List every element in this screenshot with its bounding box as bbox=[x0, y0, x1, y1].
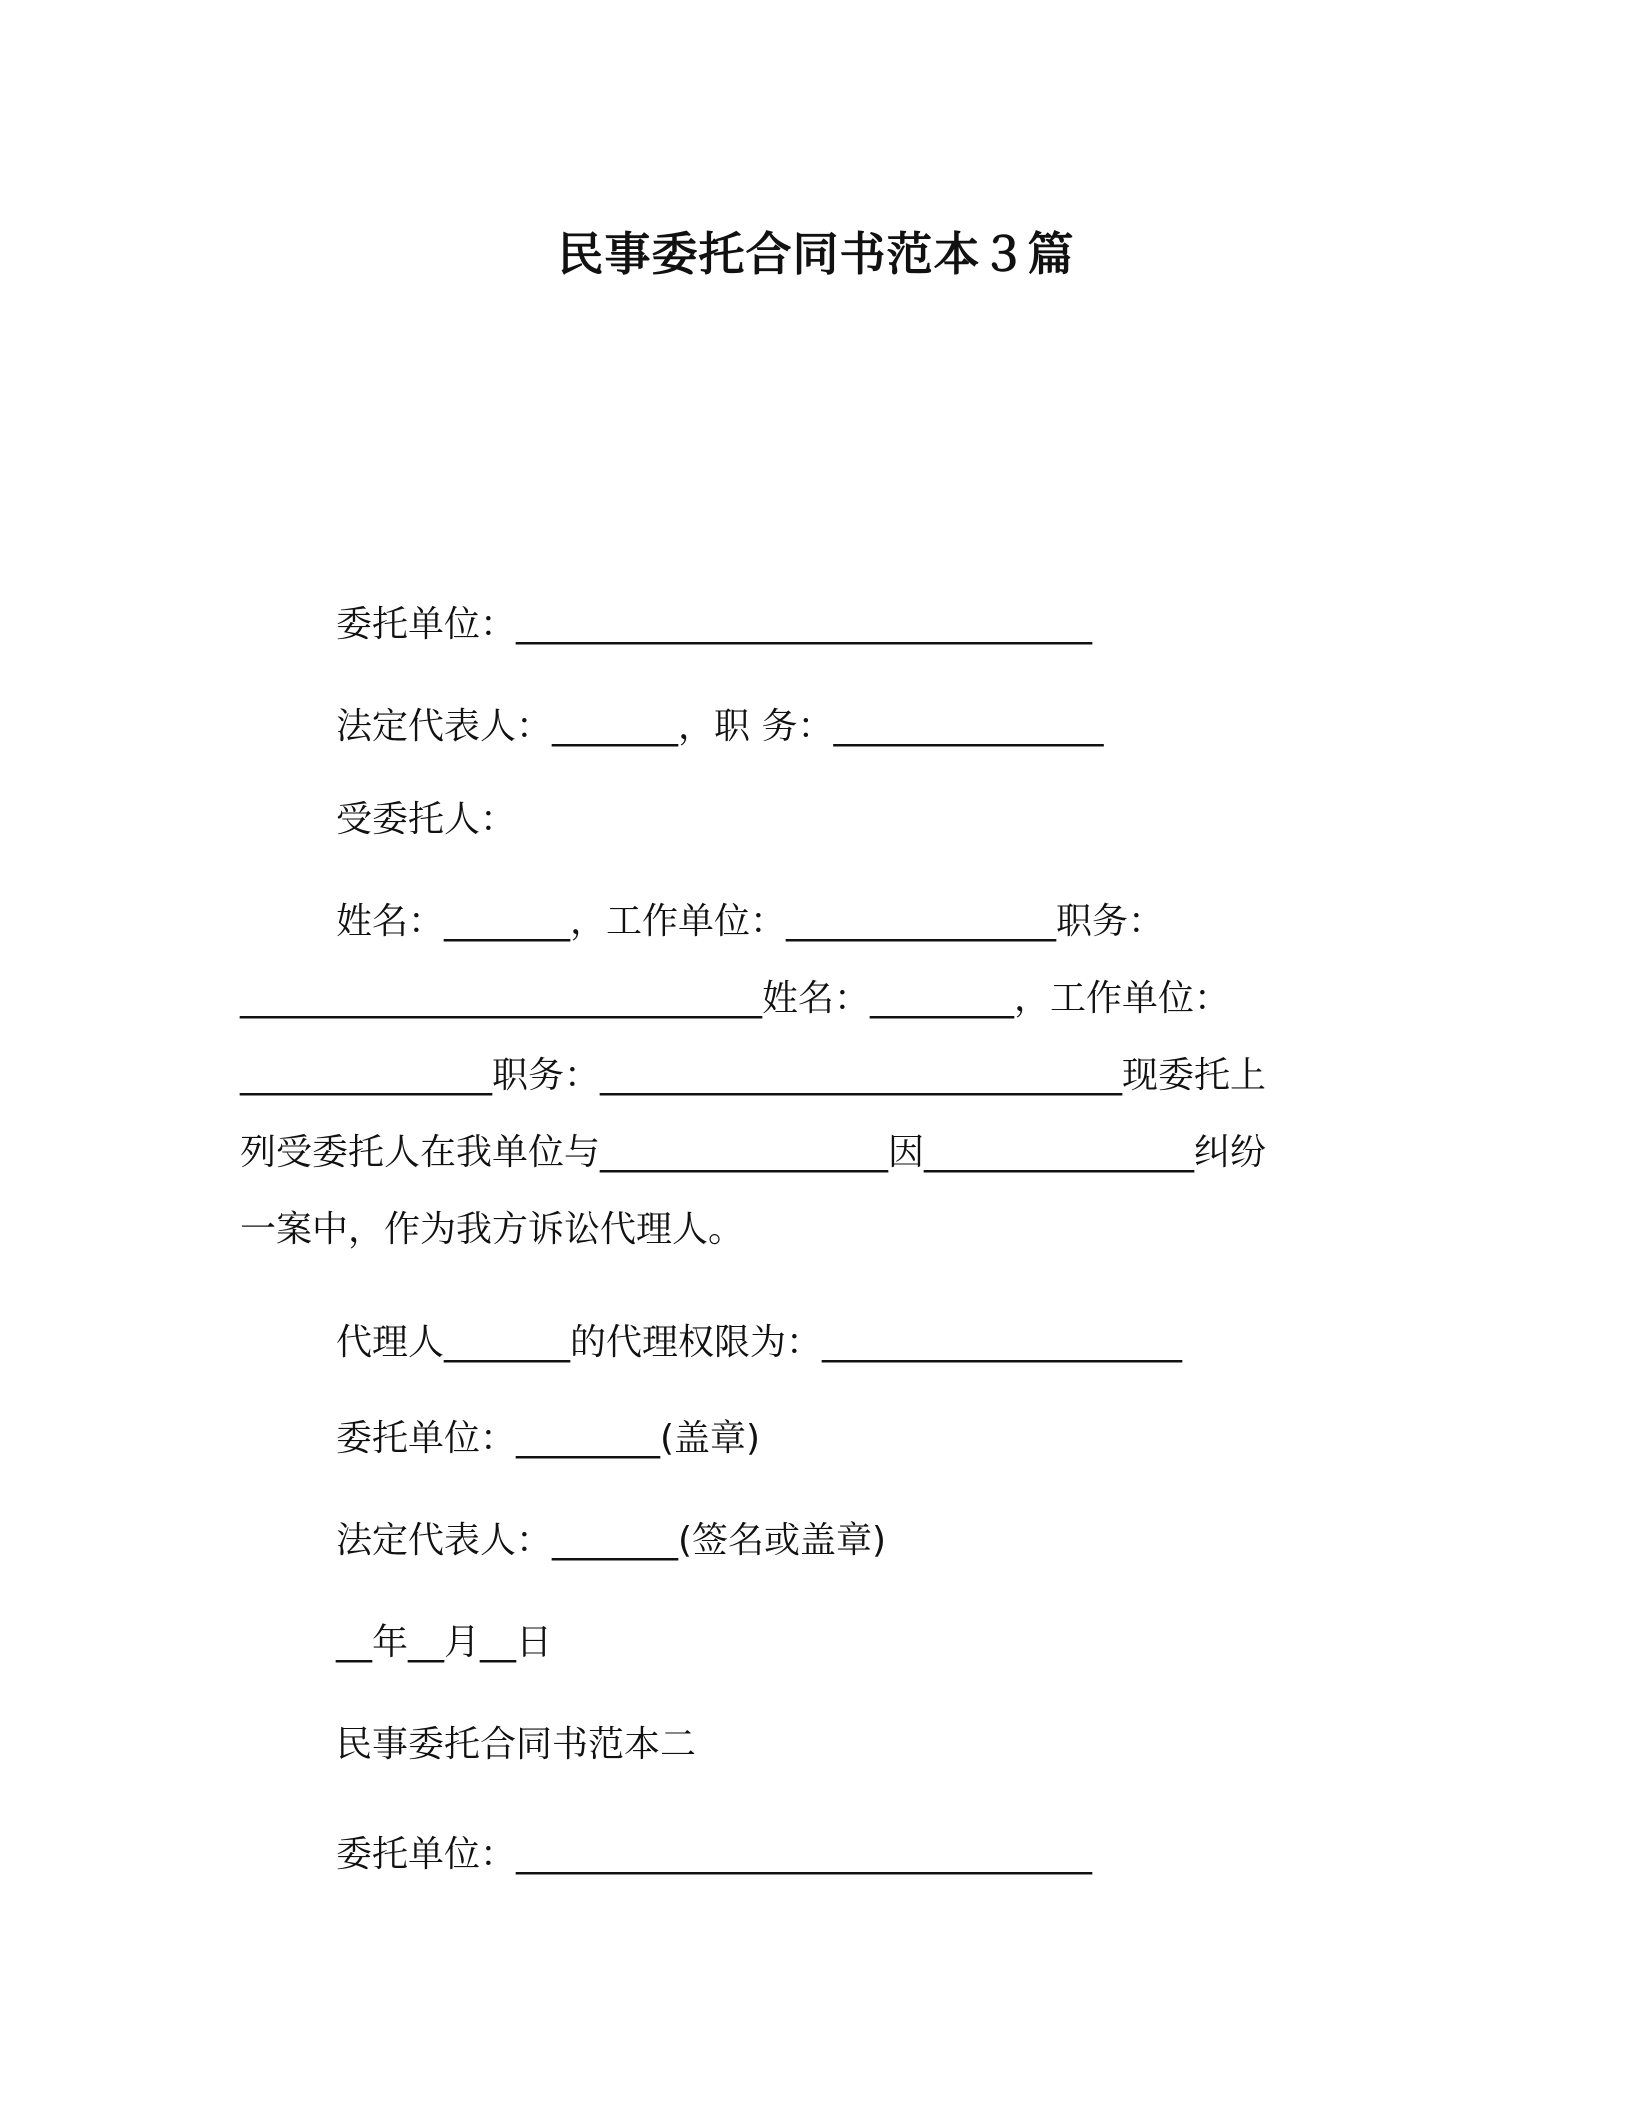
date-line: __年__月__日 bbox=[336, 1622, 553, 1663]
principal-seal-line: 委托单位：________(盖章) bbox=[336, 1418, 761, 1459]
agent-info-line-1: 姓名：_______，工作单位：_______________职务： bbox=[336, 901, 1165, 942]
agent-info-line-5: 一案中，作为我方诉讼代理人。 bbox=[240, 1209, 745, 1250]
principal-unit-line-2: 委托单位：________________________________ bbox=[336, 1834, 1093, 1875]
agent-heading-line: 受委托人： bbox=[336, 799, 517, 840]
agent-info-line-3: ______________职务：_____________________________现委托上 bbox=[240, 1055, 1267, 1096]
principal-unit-line: 委托单位：________________________________ bbox=[336, 604, 1093, 645]
representative-signature-line: 法定代表人：_______(签名或盖章) bbox=[336, 1520, 887, 1561]
document-title: 民事委托合同书范本３篇 bbox=[557, 227, 1075, 281]
agent-info-line-2: _____________________________姓名：________，工作单位： bbox=[240, 978, 1231, 1019]
section-two-heading: 民事委托合同书范本二 bbox=[336, 1724, 697, 1765]
agent-info-line-4: 列受委托人在我单位与________________因_______________纠纷 bbox=[240, 1132, 1267, 1173]
legal-representative-line: 法定代表人：_______，职 务：_______________ bbox=[336, 706, 1104, 747]
authority-line: 代理人_______的代理权限为：____________________ bbox=[336, 1322, 1183, 1363]
